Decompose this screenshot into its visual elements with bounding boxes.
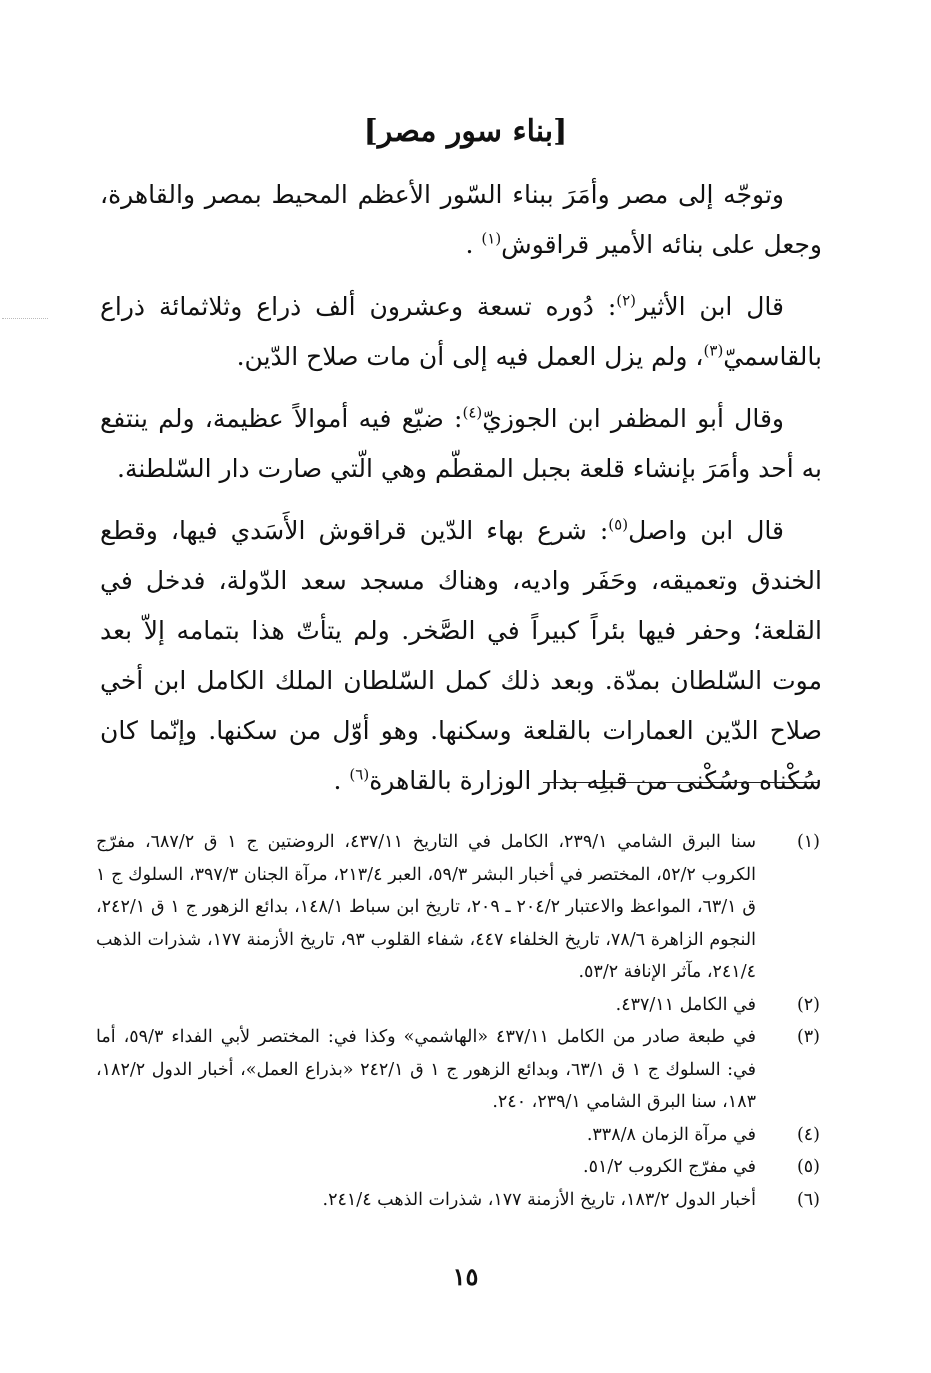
section-heading: [بناء سور مصر] xyxy=(363,114,568,149)
footnote-text: في مفرّج الكروب ٥١/٢. xyxy=(583,1157,756,1177)
footnote xyxy=(96,1151,820,1184)
paragraph xyxy=(100,282,822,382)
paragraph-text: . xyxy=(333,766,350,795)
footnote xyxy=(96,1184,820,1217)
footnote-number: (١) xyxy=(796,832,820,852)
footnote-text: أخبار الدول ١٨٣/٢، تاريخ الأزمنة ١٧٧، شذرات الذهب ٢٤١/٤. xyxy=(322,1189,756,1210)
footnote-text: في الكامل ٤٣٧/١١. xyxy=(615,994,756,1015)
footnote xyxy=(96,1021,820,1119)
footnote-text: سنا البرق الشامي ٢٣٩/١، الكامل في التاريخ ٤٣٧/١١، الروضتين ج ١ ق ٦٨٧/٢، مفرّج الكروب ٥٢/٢، المختصر في أخبار البشر ٥٩/٣، العبر ٢١٣/٤، مرآة الجنان ٣٩٧/٣، السلوك ج ١ ق ٦٣/١، المواعظ والاعتبار ٢٠٤/٢ ـ ٢٠٩، تاريخ ابن سباط ١٤٨/١، بدائع الزهور ج ١ ق ٢٤٢/١، النجوم الزاهرة ٧٨/٦، تاريخ الخلفاء ٤٤٧، شفاء القلوب ٩٣، تاريخ الأزمنة ١٧٧، شذرات الذهب ٢٤١/٤، مآثر الإنافة ٥٣/٢. xyxy=(96,832,756,982)
footnote-number: (٤) xyxy=(796,1124,820,1145)
paragraph-text: وقال أبو المظفر ابن الجوزيّ xyxy=(482,404,784,433)
paragraph-text: : شرع بهاء الدّين قراقوش الأَسَدي فيها، وقطع الخندق وتعميقه، وحَفَر واديه، وهناك مسجد سعد الدّولة، فدخل في القلعة؛ وحفر فيها بئراً كبيراً في الصَّخر. ولم يتأتّ هذا بتمامه إلاّ بعد موت السّلطان بمدّة. وبعد ذلك كمل السّلطان الملك الكامل ابن أخي صلاح الدّين العمارات بالقلعة وسكنها. وهو أوّل من سكنها. وإنّما كان سُكْناه وسُكْنى من قبلِه بدار الوزارة بالقاهرة xyxy=(100,516,822,795)
footnote-number: (٥) xyxy=(796,1157,820,1177)
page-number: ١٥ xyxy=(452,1262,479,1291)
paragraph-text: قال ابن واصل xyxy=(628,516,784,545)
footnote-ref: (٤) xyxy=(462,403,483,422)
footnote-ref: (١) xyxy=(481,229,502,248)
footnote-ref: (٥) xyxy=(608,515,629,534)
footnote-ref: (٦) xyxy=(349,765,370,784)
footnote-separator xyxy=(543,782,818,783)
footnote-ref: (٣) xyxy=(703,341,724,360)
body-text xyxy=(100,170,822,818)
footnote xyxy=(96,989,820,1022)
footnote-number: (٣) xyxy=(796,1027,820,1047)
paragraph xyxy=(100,170,822,270)
footnote-ref: (٢) xyxy=(616,291,637,310)
paragraph-text: : دُوره تسعة وعشرون ألف ذراع وثلاثمائة ذراع بالقاسميّ xyxy=(100,292,822,371)
paragraph-text: وتوجّه إلى مصر وأمَرَ ببناء السّور الأعظم المحيط بمصر والقاهرة، وجعل على بنائه الأمير قراقوش xyxy=(100,180,822,259)
footnote-text: في طبعة صادر من الكامل ٤٣٧/١١ «الهاشمي» وكذا في: المختصر لأبي الفداء ٥٩/٣، أما في: السلوك ج ١ ق ٦٣/١، وبدائع الزهور ج ١ ق ٢٤٢/١ «بذراع العمل»، أخبار الدول ١٨٢/٢، ١٨٣، سنا البرق الشامي ٢٣٩/١، ٢٤٠. xyxy=(96,1027,756,1112)
paragraph-text: ، ولم يزل العمل فيه إلى أن مات صلاح الدّين. xyxy=(236,342,704,371)
footnote xyxy=(96,826,820,989)
footnote xyxy=(96,1119,820,1152)
paragraph-text: قال ابن الأثير xyxy=(636,292,784,321)
paragraph-text: : ضيّع فيه أموالاً عظيمة، ولم ينتفع به أحد وأمَرَ بإنشاء قلعة بجبل المقطّم وهي الّتي صارت دار السّلطنة. xyxy=(100,404,822,483)
footnotes xyxy=(96,826,820,1216)
footnote-number: (٢) xyxy=(796,994,820,1015)
scan-artifact xyxy=(2,318,48,319)
paragraph xyxy=(100,506,822,806)
footnote-number: (٦) xyxy=(796,1189,820,1210)
paragraph xyxy=(100,394,822,494)
paragraph-text: . xyxy=(465,230,482,259)
footnote-text: في مرآة الزمان ٣٣٨/٨. xyxy=(586,1124,756,1145)
